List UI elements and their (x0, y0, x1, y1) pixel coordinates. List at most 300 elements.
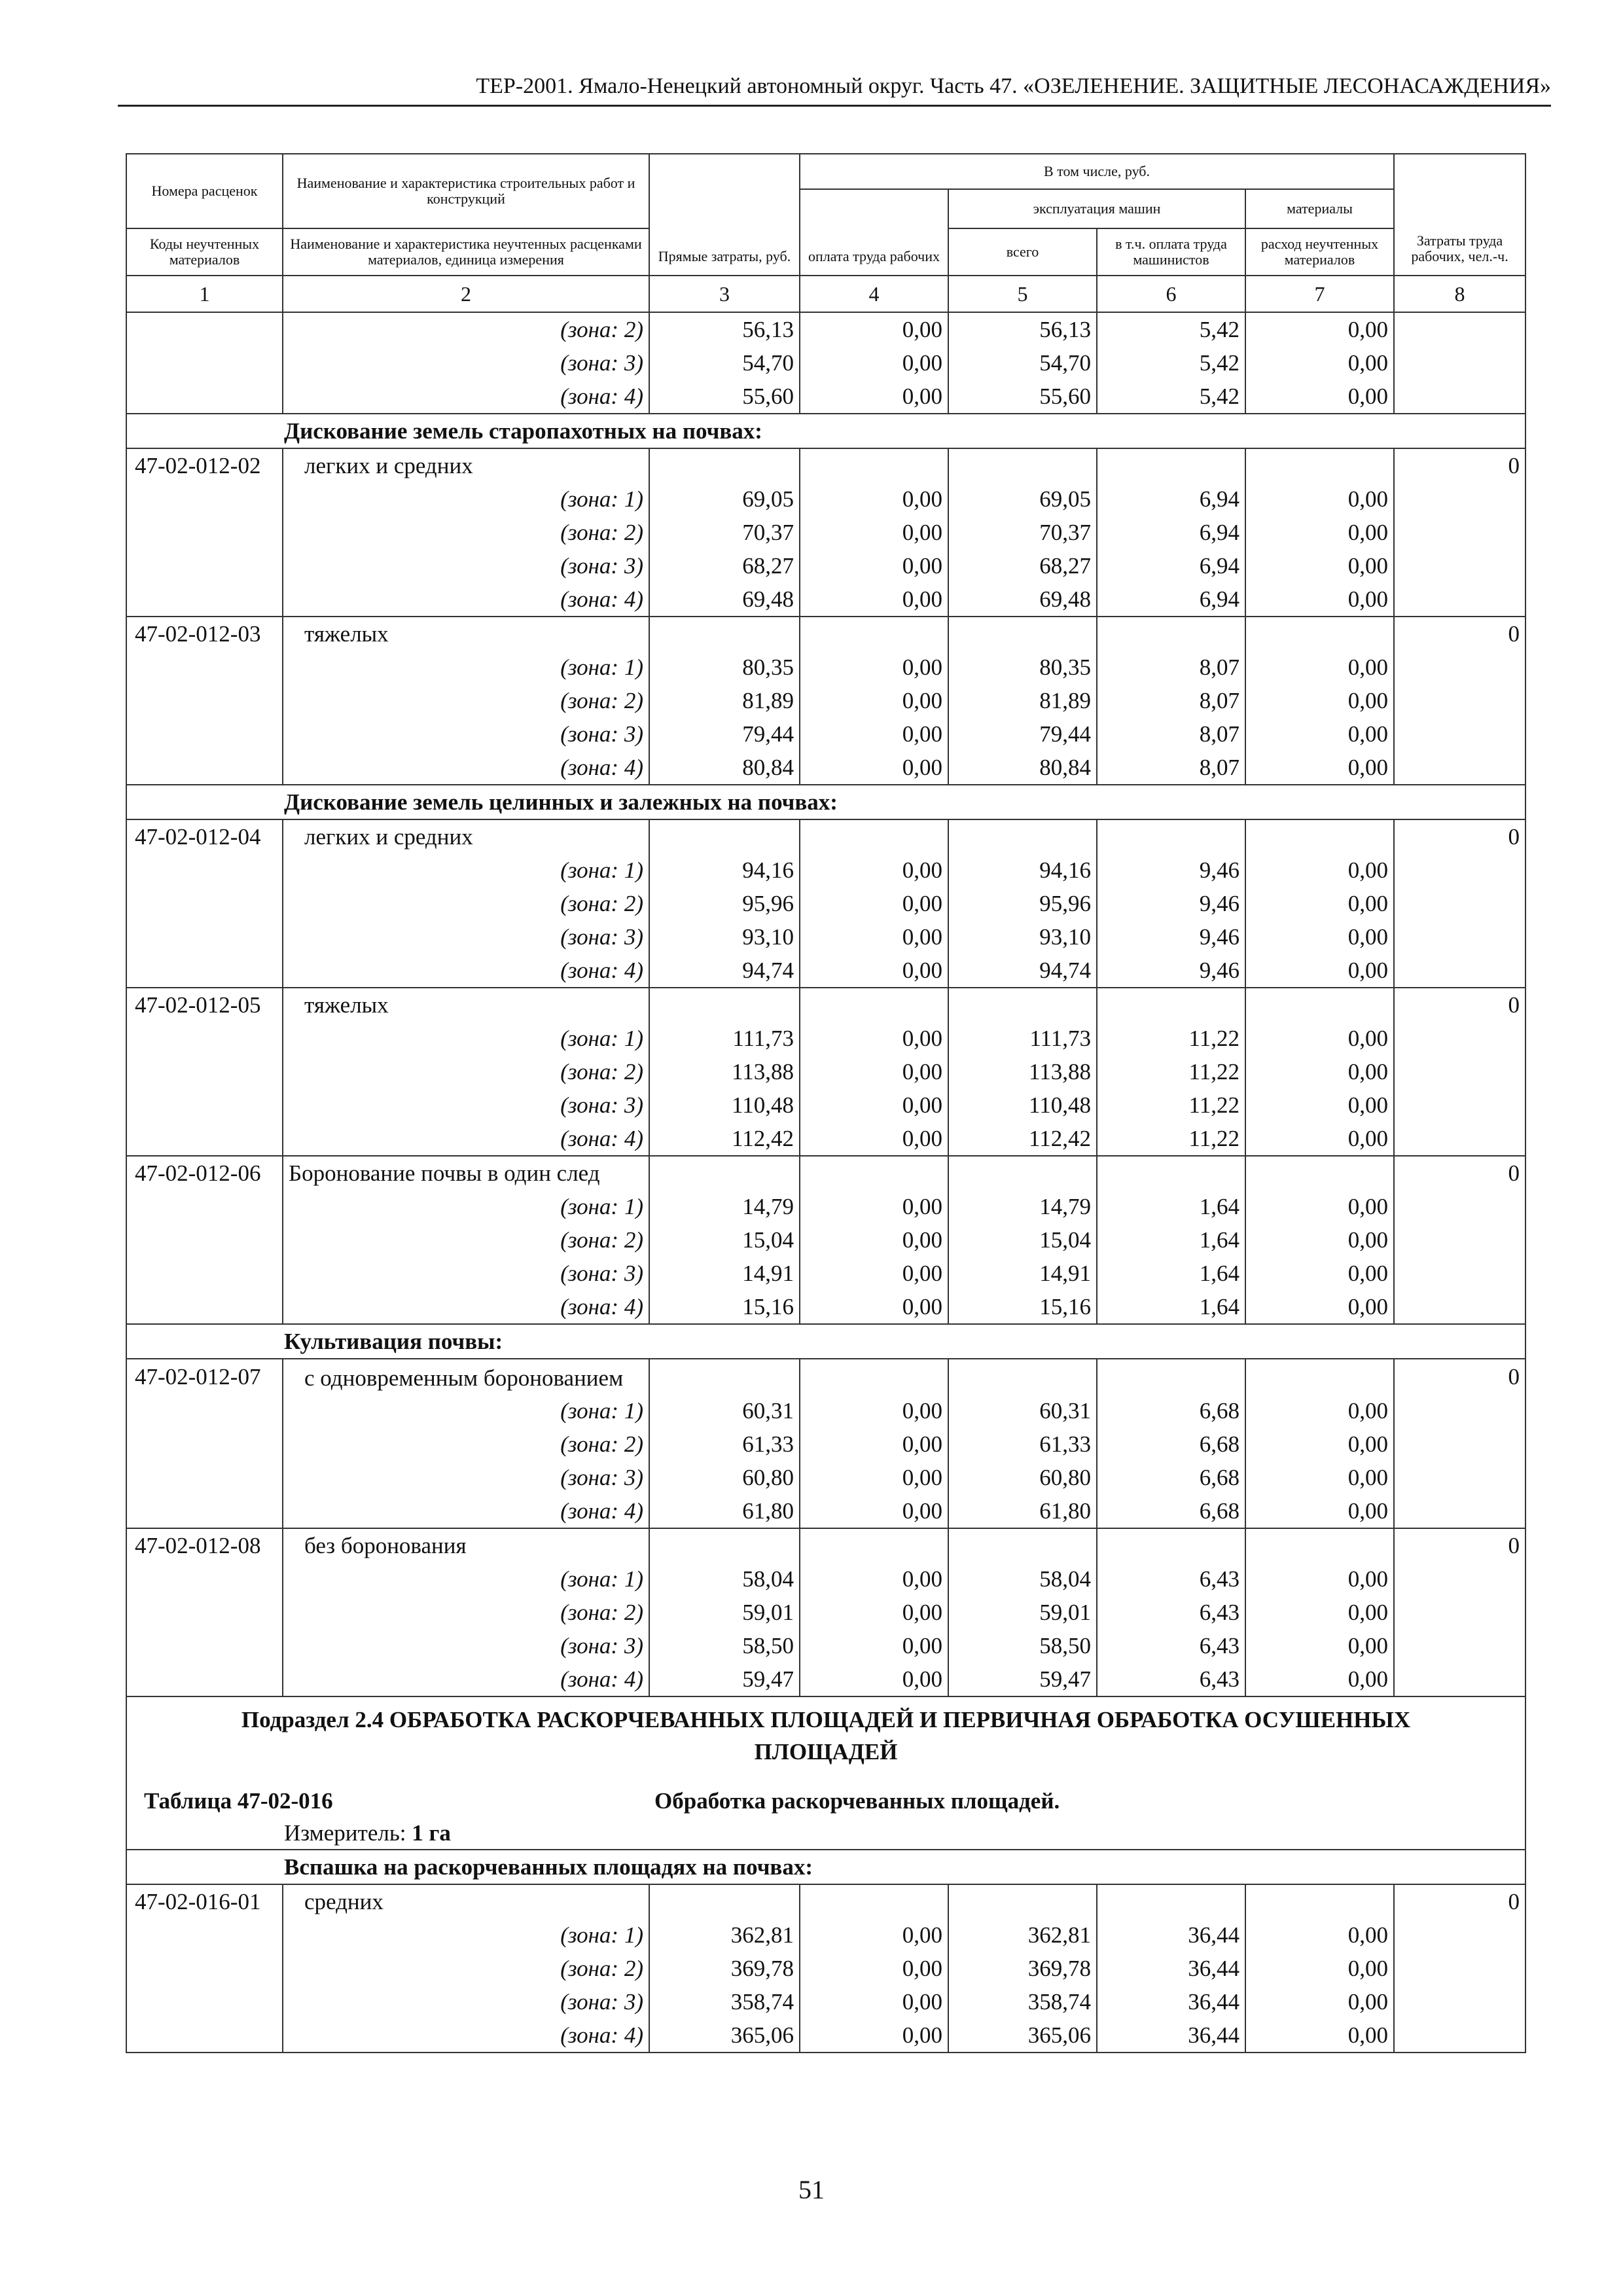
cell-machinist-pay: 6,43 (1097, 1562, 1245, 1596)
section-disc-virgin: Дискование земель целинных и залежных на почвах: (126, 785, 1525, 819)
cell-machinist-pay: 1,64 (1097, 1257, 1245, 1290)
table-row (126, 1562, 1525, 1596)
empty-cell (1245, 1359, 1394, 1394)
cell-worker-pay: 0,00 (800, 1022, 948, 1055)
table-row (126, 684, 1525, 717)
cell-direct-costs: 70,37 (649, 516, 800, 549)
cell-worker-pay: 0,00 (800, 346, 948, 380)
table-row (126, 516, 1525, 549)
empty-cell (1394, 516, 1525, 549)
empty-cell (1394, 717, 1525, 751)
cell-materials: 0,00 (1245, 516, 1394, 549)
rate-title-row (126, 448, 1525, 482)
zone-label: (зона: 1) (283, 1562, 649, 1596)
cell-materials: 0,00 (1245, 684, 1394, 717)
cell-machines-total: 80,35 (948, 651, 1097, 684)
meter-label: Измеритель: (284, 1820, 406, 1846)
cell-direct-costs: 58,50 (649, 1629, 800, 1662)
empty-cell (1245, 1528, 1394, 1562)
cell-machines-total: 15,16 (948, 1290, 1097, 1324)
cell-materials: 0,00 (1245, 1596, 1394, 1629)
subsection-title: Подраздел 2.4 ОБРАБОТКА РАСКОРЧЕВАННЫХ ПЛОЩАДЕЙ И ПЕРВИЧНАЯ ОБРАБОТКА ОСУШЕННЫХ ПЛОЩАДЕЙ (126, 1696, 1525, 1768)
cell-direct-costs: 113,88 (649, 1055, 800, 1088)
rates-table (126, 153, 1526, 2053)
zone-label: (зона: 2) (283, 684, 649, 717)
col2-top-header: Наименование и характеристика строительных работ и конструкций (283, 154, 649, 228)
cell-machines-total: 358,74 (948, 1985, 1097, 2018)
zone-label: (зона: 1) (283, 1022, 649, 1055)
cell-machines-total: 14,91 (948, 1257, 1097, 1290)
empty-cell (1394, 1596, 1525, 1629)
cell-machinist-pay: 8,07 (1097, 751, 1245, 785)
cell-direct-costs: 110,48 (649, 1088, 800, 1122)
cell-machinist-pay: 1,64 (1097, 1223, 1245, 1257)
page-number: 51 (798, 2175, 825, 2204)
empty-cell (649, 819, 800, 853)
cell-materials: 0,00 (1245, 346, 1394, 380)
cell-worker-pay: 0,00 (800, 1394, 948, 1427)
table-row (126, 887, 1525, 920)
table-row (126, 380, 1525, 414)
cell-machines-total: 113,88 (948, 1055, 1097, 1088)
cell-worker-pay: 0,00 (800, 2018, 948, 2053)
cell-direct-costs: 54,70 (649, 346, 800, 380)
cell-materials: 0,00 (1245, 651, 1394, 684)
zone-label: (зона: 1) (283, 853, 649, 887)
cell-direct-costs: 59,01 (649, 1596, 800, 1629)
empty-cell (126, 1055, 283, 1088)
empty-cell (126, 887, 283, 920)
empty-cell (126, 1629, 283, 1662)
section-title (126, 1850, 1525, 1884)
cell-machinist-pay: 36,44 (1097, 2018, 1245, 2053)
zone-label: (зона: 2) (283, 1952, 649, 1985)
empty-cell (126, 1985, 283, 2018)
empty-cell (1245, 1156, 1394, 1190)
table-row (126, 1662, 1525, 1696)
table-row (126, 751, 1525, 785)
empty-cell (1097, 819, 1245, 853)
empty-cell (649, 988, 800, 1022)
cell-machinist-pay: 36,44 (1097, 1952, 1245, 1985)
cell-machinist-pay: 9,46 (1097, 853, 1245, 887)
cell-worker-pay: 0,00 (800, 651, 948, 684)
empty-cell (126, 1122, 283, 1156)
materials-header: материалы (1245, 189, 1394, 228)
zone-label: (зона: 3) (283, 1461, 649, 1494)
empty-cell (126, 717, 283, 751)
cell-direct-costs: 15,16 (649, 1290, 800, 1324)
cell-worker-pay: 0,00 (800, 1427, 948, 1461)
empty-cell (948, 819, 1097, 853)
cell-machines-total: 55,60 (948, 380, 1097, 414)
cell-worker-pay: 0,00 (800, 1055, 948, 1088)
cell-materials: 0,00 (1245, 853, 1394, 887)
zone-label: (зона: 4) (283, 2018, 649, 2053)
table-row (126, 1952, 1525, 1985)
cell-labor-costs: 0 (1394, 1359, 1525, 1394)
empty-cell (800, 988, 948, 1022)
empty-cell (948, 617, 1097, 651)
cell-worker-pay: 0,00 (800, 853, 948, 887)
cell-materials: 0,00 (1245, 1223, 1394, 1257)
cell-direct-costs: 81,89 (649, 684, 800, 717)
table-row (126, 583, 1525, 617)
cell-materials: 0,00 (1245, 1055, 1394, 1088)
cell-worker-pay: 0,00 (800, 1629, 948, 1662)
empty-cell (126, 1290, 283, 1324)
cell-machinist-pay: 9,46 (1097, 954, 1245, 988)
cell-machinist-pay: 5,42 (1097, 312, 1245, 346)
empty-cell (126, 1918, 283, 1952)
cell-direct-costs: 60,80 (649, 1461, 800, 1494)
empty-cell (1097, 1359, 1245, 1394)
cell-machinist-pay: 6,94 (1097, 516, 1245, 549)
zone-label: (зона: 4) (283, 1662, 649, 1696)
cell-machines-total: 69,48 (948, 583, 1097, 617)
cell-direct-costs: 56,13 (649, 312, 800, 346)
cell-machines-total: 93,10 (948, 920, 1097, 954)
empty-cell (948, 1528, 1097, 1562)
rate-code: 47-02-012-02 (126, 448, 283, 482)
empty-cell (649, 1359, 800, 1394)
cell-worker-pay: 0,00 (800, 751, 948, 785)
empty-cell (948, 1884, 1097, 1918)
cell-materials: 0,00 (1245, 1427, 1394, 1461)
empty-cell (1394, 1122, 1525, 1156)
cell-worker-pay: 0,00 (800, 1290, 948, 1324)
zone-label: (зона: 3) (283, 346, 649, 380)
cell-materials: 0,00 (1245, 1629, 1394, 1662)
cell-machinist-pay: 11,22 (1097, 1088, 1245, 1122)
empty-cell (126, 684, 283, 717)
empty-cell (1097, 988, 1245, 1022)
cell-worker-pay: 0,00 (800, 1223, 948, 1257)
cell-worker-pay: 0,00 (800, 549, 948, 583)
cell-direct-costs: 68,27 (649, 549, 800, 583)
cell-direct-costs: 369,78 (649, 1952, 800, 1985)
empty-cell (948, 448, 1097, 482)
cell-worker-pay: 0,00 (800, 1918, 948, 1952)
cell-machinist-pay: 6,94 (1097, 549, 1245, 583)
empty-cell (126, 954, 283, 988)
cell-labor-costs: 0 (1394, 448, 1525, 482)
empty-cell (1394, 920, 1525, 954)
empty-cell (126, 1257, 283, 1290)
cell-machines-total: 61,33 (948, 1427, 1097, 1461)
empty-cell (1394, 1088, 1525, 1122)
cell-materials: 0,00 (1245, 887, 1394, 920)
table-row (126, 1629, 1525, 1662)
meter-line (126, 1817, 1525, 1850)
col3-header: Прямые затраты, руб. (649, 154, 800, 276)
cell-materials: 0,00 (1245, 549, 1394, 583)
empty-cell (126, 853, 283, 887)
rate-title-row (126, 1156, 1525, 1190)
table-row (126, 1122, 1525, 1156)
cell-materials: 0,00 (1245, 2018, 1394, 2053)
empty-cell (126, 1427, 283, 1461)
empty-cell (1394, 1562, 1525, 1596)
cell-materials: 0,00 (1245, 1022, 1394, 1055)
cell-machines-total: 60,31 (948, 1394, 1097, 1427)
table-row (126, 717, 1525, 751)
table-name: Обработка раскорчеванных площадей. (654, 1788, 1060, 1814)
empty-cell (1394, 549, 1525, 583)
empty-cell (649, 1528, 800, 1562)
col2-bottom-header: Наименование и характеристика неучтенных расценками материалов, единица измерения (283, 228, 649, 276)
empty-cell (1097, 448, 1245, 482)
cell-machinist-pay: 8,07 (1097, 651, 1245, 684)
rate-name: с одновременным боронованием (283, 1359, 649, 1394)
cell-materials: 0,00 (1245, 1122, 1394, 1156)
table-header (126, 154, 1525, 312)
empty-cell (1097, 1884, 1245, 1918)
cell-materials: 0,00 (1245, 1918, 1394, 1952)
rate-title-row (126, 1528, 1525, 1562)
cell-worker-pay: 0,00 (800, 516, 948, 549)
cell-labor-costs: 0 (1394, 988, 1525, 1022)
zone-label: (зона: 2) (283, 1223, 649, 1257)
rate-code: 47-02-012-05 (126, 988, 283, 1022)
rate-code: 47-02-012-08 (126, 1528, 283, 1562)
cell-materials: 0,00 (1245, 1190, 1394, 1223)
cell-direct-costs: 55,60 (649, 380, 800, 414)
rate-name: тяжелых (283, 988, 649, 1022)
empty-cell (126, 1394, 283, 1427)
cell-machinist-pay: 6,94 (1097, 482, 1245, 516)
empty-cell (126, 1190, 283, 1223)
table-number: Таблица 47-02-016 (144, 1788, 333, 1814)
empty-cell (800, 1359, 948, 1394)
cell-machinist-pay: 6,94 (1097, 583, 1245, 617)
zone-label: (зона: 3) (283, 1088, 649, 1122)
table-row (126, 1223, 1525, 1257)
empty-cell (126, 1022, 283, 1055)
cell-worker-pay: 0,00 (800, 380, 948, 414)
cell-machinist-pay: 8,07 (1097, 684, 1245, 717)
cell-direct-costs: 94,74 (649, 954, 800, 988)
empty-cell (1394, 1290, 1525, 1324)
col6-header: в т.ч. оплата труда машинистов (1097, 228, 1245, 276)
cell-machinist-pay: 9,46 (1097, 920, 1245, 954)
zone-label: (зона: 2) (283, 516, 649, 549)
empty-cell (1394, 1985, 1525, 2018)
zone-label: (зона: 1) (283, 651, 649, 684)
rate-code: 47-02-016-01 (126, 1884, 283, 1918)
cell-worker-pay: 0,00 (800, 1461, 948, 1494)
cell-direct-costs: 365,06 (649, 2018, 800, 2053)
cell-direct-costs: 358,74 (649, 1985, 800, 2018)
zone-label: (зона: 4) (283, 1290, 649, 1324)
zone-label: (зона: 4) (283, 751, 649, 785)
cell-direct-costs: 14,91 (649, 1257, 800, 1290)
section-cultivation: Культивация почвы: (126, 1324, 1525, 1359)
empty-cell (1245, 819, 1394, 853)
empty-cell (1394, 1190, 1525, 1223)
cell-machines-total: 61,80 (948, 1494, 1097, 1528)
cell-machines-total: 95,96 (948, 887, 1097, 920)
cell-direct-costs: 58,04 (649, 1562, 800, 1596)
rate-title-row (126, 617, 1525, 651)
cell-machinist-pay: 11,22 (1097, 1122, 1245, 1156)
rate-code: 47-02-012-04 (126, 819, 283, 853)
empty-cell (1394, 651, 1525, 684)
empty-cell (800, 617, 948, 651)
zone-label: (зона: 3) (283, 920, 649, 954)
meter-value: 1 га (412, 1820, 451, 1846)
empty-cell (1394, 1918, 1525, 1952)
cell-materials: 0,00 (1245, 1394, 1394, 1427)
empty-cell (126, 2018, 283, 2053)
zone-label: (зона: 1) (283, 482, 649, 516)
cell-worker-pay: 0,00 (800, 583, 948, 617)
cell-materials: 0,00 (1245, 1562, 1394, 1596)
cell-direct-costs: 80,84 (649, 751, 800, 785)
table-row (126, 651, 1525, 684)
cell-direct-costs: 112,42 (649, 1122, 800, 1156)
col1-top-header: Номера расценок (126, 154, 283, 228)
cell-machines-total: 111,73 (948, 1022, 1097, 1055)
cell-machines-total: 54,70 (948, 346, 1097, 380)
empty-cell (126, 1494, 283, 1528)
running-header: ТЕР-2001. Ямало-Ненецкий автономный округ. Часть 47. «ОЗЕЛЕНЕНИЕ. ЗАЩИТНЫЕ ЛЕСОНАСАЖДЕНИЯ» (118, 73, 1551, 107)
empty-cell (126, 516, 283, 549)
cell-machinist-pay: 8,07 (1097, 717, 1245, 751)
col4-header: оплата труда рабочих (800, 189, 948, 276)
cell-machinist-pay: 11,22 (1097, 1022, 1245, 1055)
zone-label: (зона: 2) (283, 1596, 649, 1629)
rate-name: без боронования (283, 1528, 649, 1562)
column-number: 5 (948, 276, 1097, 312)
machines-header: эксплуатация машин (948, 189, 1245, 228)
table-row (126, 1088, 1525, 1122)
table-title-row (126, 1768, 1525, 1817)
cell-machines-total: 14,79 (948, 1190, 1097, 1223)
column-number: 8 (1394, 276, 1525, 312)
empty-cell (800, 1156, 948, 1190)
empty-cell (1394, 1629, 1525, 1662)
rate-name: Боронование почвы в один след (283, 1156, 649, 1190)
cell-materials: 0,00 (1245, 482, 1394, 516)
table-row (126, 549, 1525, 583)
cell-machines-total: 81,89 (948, 684, 1097, 717)
table-row (126, 1190, 1525, 1223)
cell-materials: 0,00 (1245, 1290, 1394, 1324)
cell-direct-costs: 94,16 (649, 853, 800, 887)
cell-worker-pay: 0,00 (800, 887, 948, 920)
table-row (126, 1918, 1525, 1952)
cell-worker-pay: 0,00 (800, 954, 948, 988)
cell-machinist-pay: 36,44 (1097, 1985, 1245, 2018)
empty-cell (1394, 1223, 1525, 1257)
col5-header: всего (948, 228, 1097, 276)
column-numbers-row (126, 276, 1525, 312)
empty-cell (1394, 1427, 1525, 1461)
cell-machines-total: 58,04 (948, 1562, 1097, 1596)
section-title (126, 785, 1525, 819)
empty-cell (948, 988, 1097, 1022)
zone-label: (зона: 4) (283, 583, 649, 617)
empty-cell (1097, 1528, 1245, 1562)
cell-machines-total: 94,74 (948, 954, 1097, 988)
cell-direct-costs: 61,80 (649, 1494, 800, 1528)
rate-name: легких и средних (283, 819, 649, 853)
rate-code: 47-02-012-07 (126, 1359, 283, 1394)
cell-machinist-pay: 36,44 (1097, 1918, 1245, 1952)
cell-direct-costs: 60,31 (649, 1394, 800, 1427)
table-row (126, 1290, 1525, 1324)
column-number: 7 (1245, 276, 1394, 312)
cell-worker-pay: 0,00 (800, 920, 948, 954)
cell-machines-total: 59,47 (948, 1662, 1097, 1696)
empty-cell (126, 1223, 283, 1257)
table-row (126, 1461, 1525, 1494)
rate-name: тяжелых (283, 617, 649, 651)
cell-machinist-pay: 9,46 (1097, 887, 1245, 920)
empty-cell (649, 448, 800, 482)
cell-materials: 0,00 (1245, 312, 1394, 346)
section-plowing: Вспашка на раскорчеванных площадях на почвах: (126, 1850, 1525, 1884)
cell-machinist-pay: 6,68 (1097, 1394, 1245, 1427)
table-row (126, 1494, 1525, 1528)
empty-cell (1394, 887, 1525, 920)
cell-machinist-pay: 1,64 (1097, 1290, 1245, 1324)
empty-cell (1394, 1022, 1525, 1055)
zone-label: (зона: 2) (283, 1055, 649, 1088)
cell-worker-pay: 0,00 (800, 1985, 948, 2018)
rate-title-row (126, 819, 1525, 853)
empty-cell (1394, 1952, 1525, 1985)
cell-materials: 0,00 (1245, 717, 1394, 751)
empty-cell (1394, 1055, 1525, 1088)
empty-cell (126, 1088, 283, 1122)
section-disc-old: Дискование земель старопахотных на почвах: (126, 414, 1525, 448)
empty-cell (1245, 1884, 1394, 1918)
zone-label: (зона: 3) (283, 717, 649, 751)
cell-direct-costs: 69,48 (649, 583, 800, 617)
cell-direct-costs: 14,79 (649, 1190, 800, 1223)
empty-cell (1394, 751, 1525, 785)
empty-cell (1097, 617, 1245, 651)
empty-cell (948, 1156, 1097, 1190)
table-row (126, 1427, 1525, 1461)
zone-label: (зона: 4) (283, 954, 649, 988)
cell-machinist-pay: 6,43 (1097, 1629, 1245, 1662)
rate-name: средних (283, 1884, 649, 1918)
empty-cell (126, 1562, 283, 1596)
cell-materials: 0,00 (1245, 380, 1394, 414)
cell-machinist-pay: 6,43 (1097, 1662, 1245, 1696)
cell-machines-total: 60,80 (948, 1461, 1097, 1494)
table-row (126, 1022, 1525, 1055)
cell-worker-pay: 0,00 (800, 1190, 948, 1223)
cell-worker-pay: 0,00 (800, 1257, 948, 1290)
cell-machines-total: 69,05 (948, 482, 1097, 516)
cell-materials: 0,00 (1245, 583, 1394, 617)
cell-materials: 0,00 (1245, 1088, 1394, 1122)
empty-cell (1394, 583, 1525, 617)
table-row (126, 312, 1525, 346)
empty-cell (1394, 1662, 1525, 1696)
empty-cell (126, 549, 283, 583)
cell-machinist-pay: 6,43 (1097, 1596, 1245, 1629)
column-number: 2 (283, 276, 649, 312)
cell-direct-costs: 95,96 (649, 887, 800, 920)
cell-direct-costs: 93,10 (649, 920, 800, 954)
cell-materials: 0,00 (1245, 954, 1394, 988)
cell-worker-pay: 0,00 (800, 1596, 948, 1629)
